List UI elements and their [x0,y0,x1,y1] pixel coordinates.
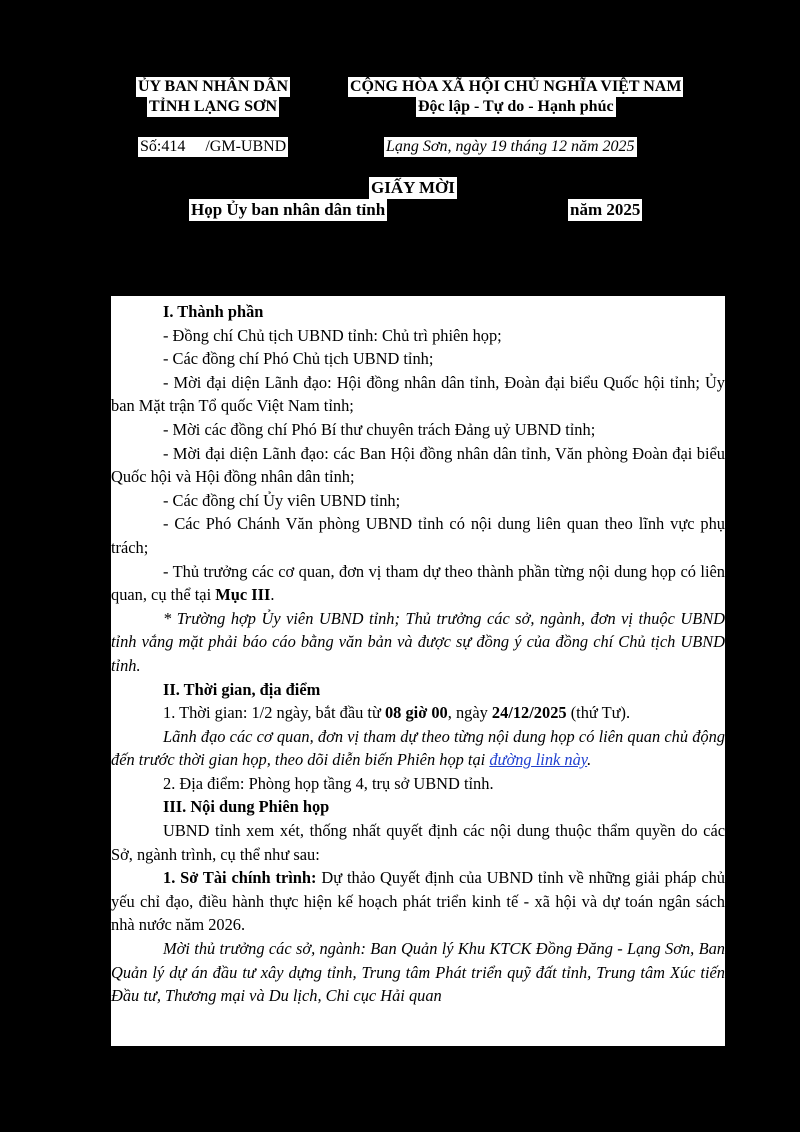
meeting-time: 1. Thời gian: 1/2 ngày, bắt đầu từ 08 giờ 00, ngày 24/12/2025 (thứ Tư). [163,703,631,723]
section-heading-agenda: III. Nội dung Phiên họp [163,797,330,817]
participant-item: - Các đồng chí Phó Chủ tịch UBND tỉnh; [163,349,434,369]
absence-note: * Trường hợp Ủy viên UBND tỉnh; Thủ trưởng các sở, ngành, đơn vị thuộc UBND tỉnh vắng mặt phải báo cáo bằng văn bản và được sự đồng ý của đồng chí Chủ tịch UBND tỉnh. [111,608,725,675]
place-and-date: Lạng Sơn, ngày 19 tháng 12 năm 2025 [386,138,635,155]
document-title: GIẤY MỜI [371,178,455,197]
meeting-stream-link[interactable]: đường link này [489,750,588,770]
participant-item: - Mời đại diện Lãnh đạo: Hội đồng nhân dân tỉnh, Đoàn đại biểu Quốc hội tỉnh; Ủy ban Mặt trận Tổ quốc Việt Nam tỉnh; [111,372,725,416]
agenda-intro: UBND tỉnh xem xét, thống nhất quyết định các nội dung thuộc thẩm quyền do các Sở, ngành trình, cụ thể như sau: [111,821,725,864]
participant-item: - Các đồng chí Ủy viên UBND tỉnh; [163,490,401,510]
participant-item: - Mời các đồng chí Phó Bí thư chuyên trách Đảng uỷ UBND tỉnh; [163,419,596,439]
agenda-item-1: 1. Sở Tài chính trình: Dự thảo Quyết định của UBND tỉnh về những giải pháp chủ yếu chỉ đạo, điều hành thực hiện kế hoạch phát triển kinh tế - xã hội và dự toán ngân sách nhà nước năm 2026. [111,868,725,935]
participant-item: - Các Phó Chánh Văn phòng UBND tỉnh có nội dung liên quan theo lĩnh vực phụ trách; [111,514,725,557]
document-subtitle-left: Họp Ủy ban nhân dân tỉnh [191,200,386,219]
leaders-instruction: Lãnh đạo các cơ quan, đơn vị tham dự theo từng nội dung họp có liên quan chủ động đến trước thời gian họp, theo dõi diễn biến Phiên họp tại đường link này. [111,726,725,770]
agenda-item-1-invitees: Mời thủ trưởng các sở, ngành: Ban Quản lý Khu KTCK Đồng Đăng - Lạng Sơn, Ban Quản lý dự án đầu tư xây dựng tỉnh, Trung tâm Phát triển quỹ đất tỉnh, Trung tâm Xúc tiến Đầu tư, Thương mại và Du lịch, Chi cục Hải quan [111,939,725,1006]
meeting-location: 2. Địa điểm: Phòng họp tầng 4, trụ sở UBND tỉnh. [163,773,494,793]
document-number: Số:414 /GM-UBND [140,138,287,155]
section-heading-participants: I. Thành phần [163,302,264,321]
document-subtitle-right: năm 2025 [570,200,641,219]
section-heading-time-place: II. Thời gian, địa điểm [163,679,321,699]
agency-name-line1: ỦY BAN NHÂN DÂN [138,78,289,95]
participant-item: - Thủ trưởng các cơ quan, đơn vị tham dự theo thành phần từng nội dung họp có liên quan, cụ thể tại Mục III. [111,561,725,605]
participant-item: - Mời đại diện Lãnh đạo: các Ban Hội đồng nhân dân tỉnh, Văn phòng Đoàn đại biểu Quốc hội và Hội đồng nhân dân tỉnh; [111,443,725,487]
national-motto-line1: CỘNG HÒA XÃ HỘI CHỦ NGHĨA VIỆT NAM [350,78,682,95]
agency-name-line2: TỈNH LẠNG SƠN [149,98,278,115]
document-body [111,296,725,1046]
participant-item: - Đồng chí Chủ tịch UBND tỉnh: Chủ trì phiên họp; [163,325,502,345]
national-motto-line2: Độc lập - Tự do - Hạnh phúc [418,98,614,115]
